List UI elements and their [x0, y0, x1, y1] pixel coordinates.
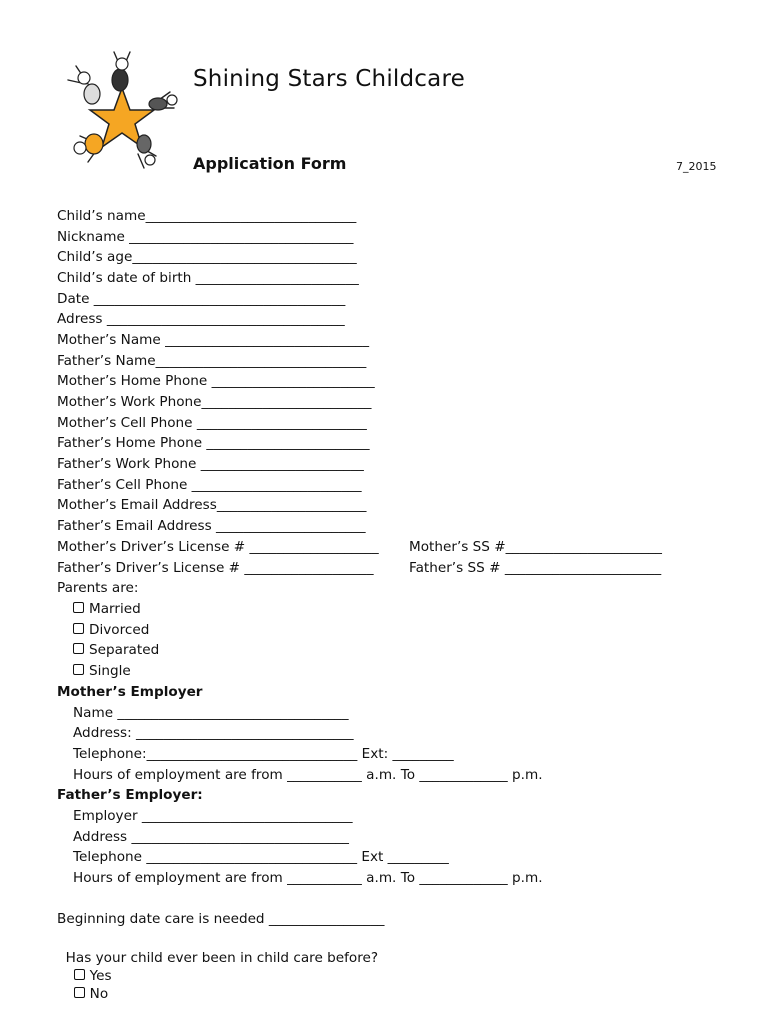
mother-employer-heading: Mother’s Employer: [57, 684, 203, 700]
field-mothers-home-phone[interactable]: Mother’s Home Phone ________________________: [57, 373, 375, 389]
field-father-employer-hours[interactable]: Hours of employment are from ___________ a.m. To _____________ p.m.: [73, 870, 543, 886]
field-father-employer[interactable]: Employer _______________________________: [73, 808, 353, 824]
field-date[interactable]: Date _____________________________________: [57, 291, 346, 307]
option-single[interactable]: [73, 662, 131, 680]
checkbox-icon[interactable]: [73, 602, 84, 613]
star-children-logo: [58, 44, 190, 182]
checkbox-icon[interactable]: [74, 969, 85, 980]
form-version: 7_2015: [676, 160, 717, 173]
yes-label: Yes: [89, 968, 112, 984]
field-fathers-ss[interactable]: Father’s SS # _______________________: [409, 560, 662, 576]
field-mother-employer-hours[interactable]: Hours of employment are from ___________ a.m. To _____________ p.m.: [73, 767, 543, 783]
field-father-employer-address[interactable]: Address ________________________________: [73, 829, 349, 845]
prior-care-question: [57, 931, 378, 1003]
field-mother-employer-name[interactable]: Name __________________________________: [73, 705, 349, 721]
option-label: Separated: [89, 642, 160, 658]
field-nickname[interactable]: Nickname _________________________________: [57, 229, 354, 245]
field-fathers-email[interactable]: Father’s Email Address ______________________: [57, 518, 366, 534]
parents-label: Parents are:: [57, 580, 139, 596]
field-mothers-name[interactable]: Mother’s Name ______________________________: [57, 332, 369, 348]
field-mothers-email[interactable]: Mother’s Email Address______________________: [57, 497, 367, 513]
field-father-employer-telephone[interactable]: Telephone _______________________________ Ext _________: [73, 849, 449, 865]
option-separated[interactable]: [73, 641, 159, 659]
option-label: Divorced: [89, 622, 150, 638]
field-mothers-ss[interactable]: Mother’s SS #_______________________: [409, 539, 662, 555]
field-mothers-work-phone[interactable]: Mother’s Work Phone_________________________: [57, 394, 372, 410]
field-mother-employer-address[interactable]: Address: ________________________________: [73, 725, 354, 741]
page-title: Shining Stars Childcare: [193, 66, 465, 92]
field-fathers-name[interactable]: Father’s Name_______________________________: [57, 353, 367, 369]
field-fathers-cell-phone[interactable]: Father’s Cell Phone _________________________: [57, 477, 362, 493]
option-label: Single: [89, 663, 131, 679]
checkbox-icon[interactable]: [73, 623, 84, 634]
checkbox-icon[interactable]: [73, 643, 84, 654]
father-employer-heading: Father’s Employer:: [57, 787, 203, 803]
checkbox-icon[interactable]: [74, 987, 85, 998]
field-beginning-date[interactable]: Beginning date care is needed _________________: [57, 911, 385, 927]
form-subtitle: Application Form: [193, 154, 347, 173]
field-address[interactable]: Adress ___________________________________: [57, 311, 345, 327]
field-childs-age[interactable]: Child’s age_________________________________: [57, 249, 357, 265]
prior-care-label: Has your child ever been in child care before?: [65, 950, 379, 966]
no-label: No: [89, 986, 109, 1002]
option-label: Married: [89, 601, 141, 617]
field-childs-name[interactable]: Child’s name_______________________________: [57, 208, 357, 224]
field-childs-dob[interactable]: Child’s date of birth ________________________: [57, 270, 359, 286]
field-mother-employer-telephone[interactable]: Telephone:_______________________________ Ext: _________: [73, 746, 454, 762]
option-divorced[interactable]: [73, 621, 149, 639]
field-mothers-license[interactable]: Mother’s Driver’s License # ___________________: [57, 539, 379, 555]
field-fathers-work-phone[interactable]: Father’s Work Phone ________________________: [57, 456, 364, 472]
field-mothers-cell-phone[interactable]: Mother’s Cell Phone _________________________: [57, 415, 367, 431]
option-married[interactable]: [73, 600, 141, 618]
checkbox-icon[interactable]: [73, 664, 84, 675]
field-fathers-license[interactable]: Father’s Driver’s License # ___________________: [57, 560, 374, 576]
field-fathers-home-phone[interactable]: Father’s Home Phone ________________________: [57, 435, 370, 451]
